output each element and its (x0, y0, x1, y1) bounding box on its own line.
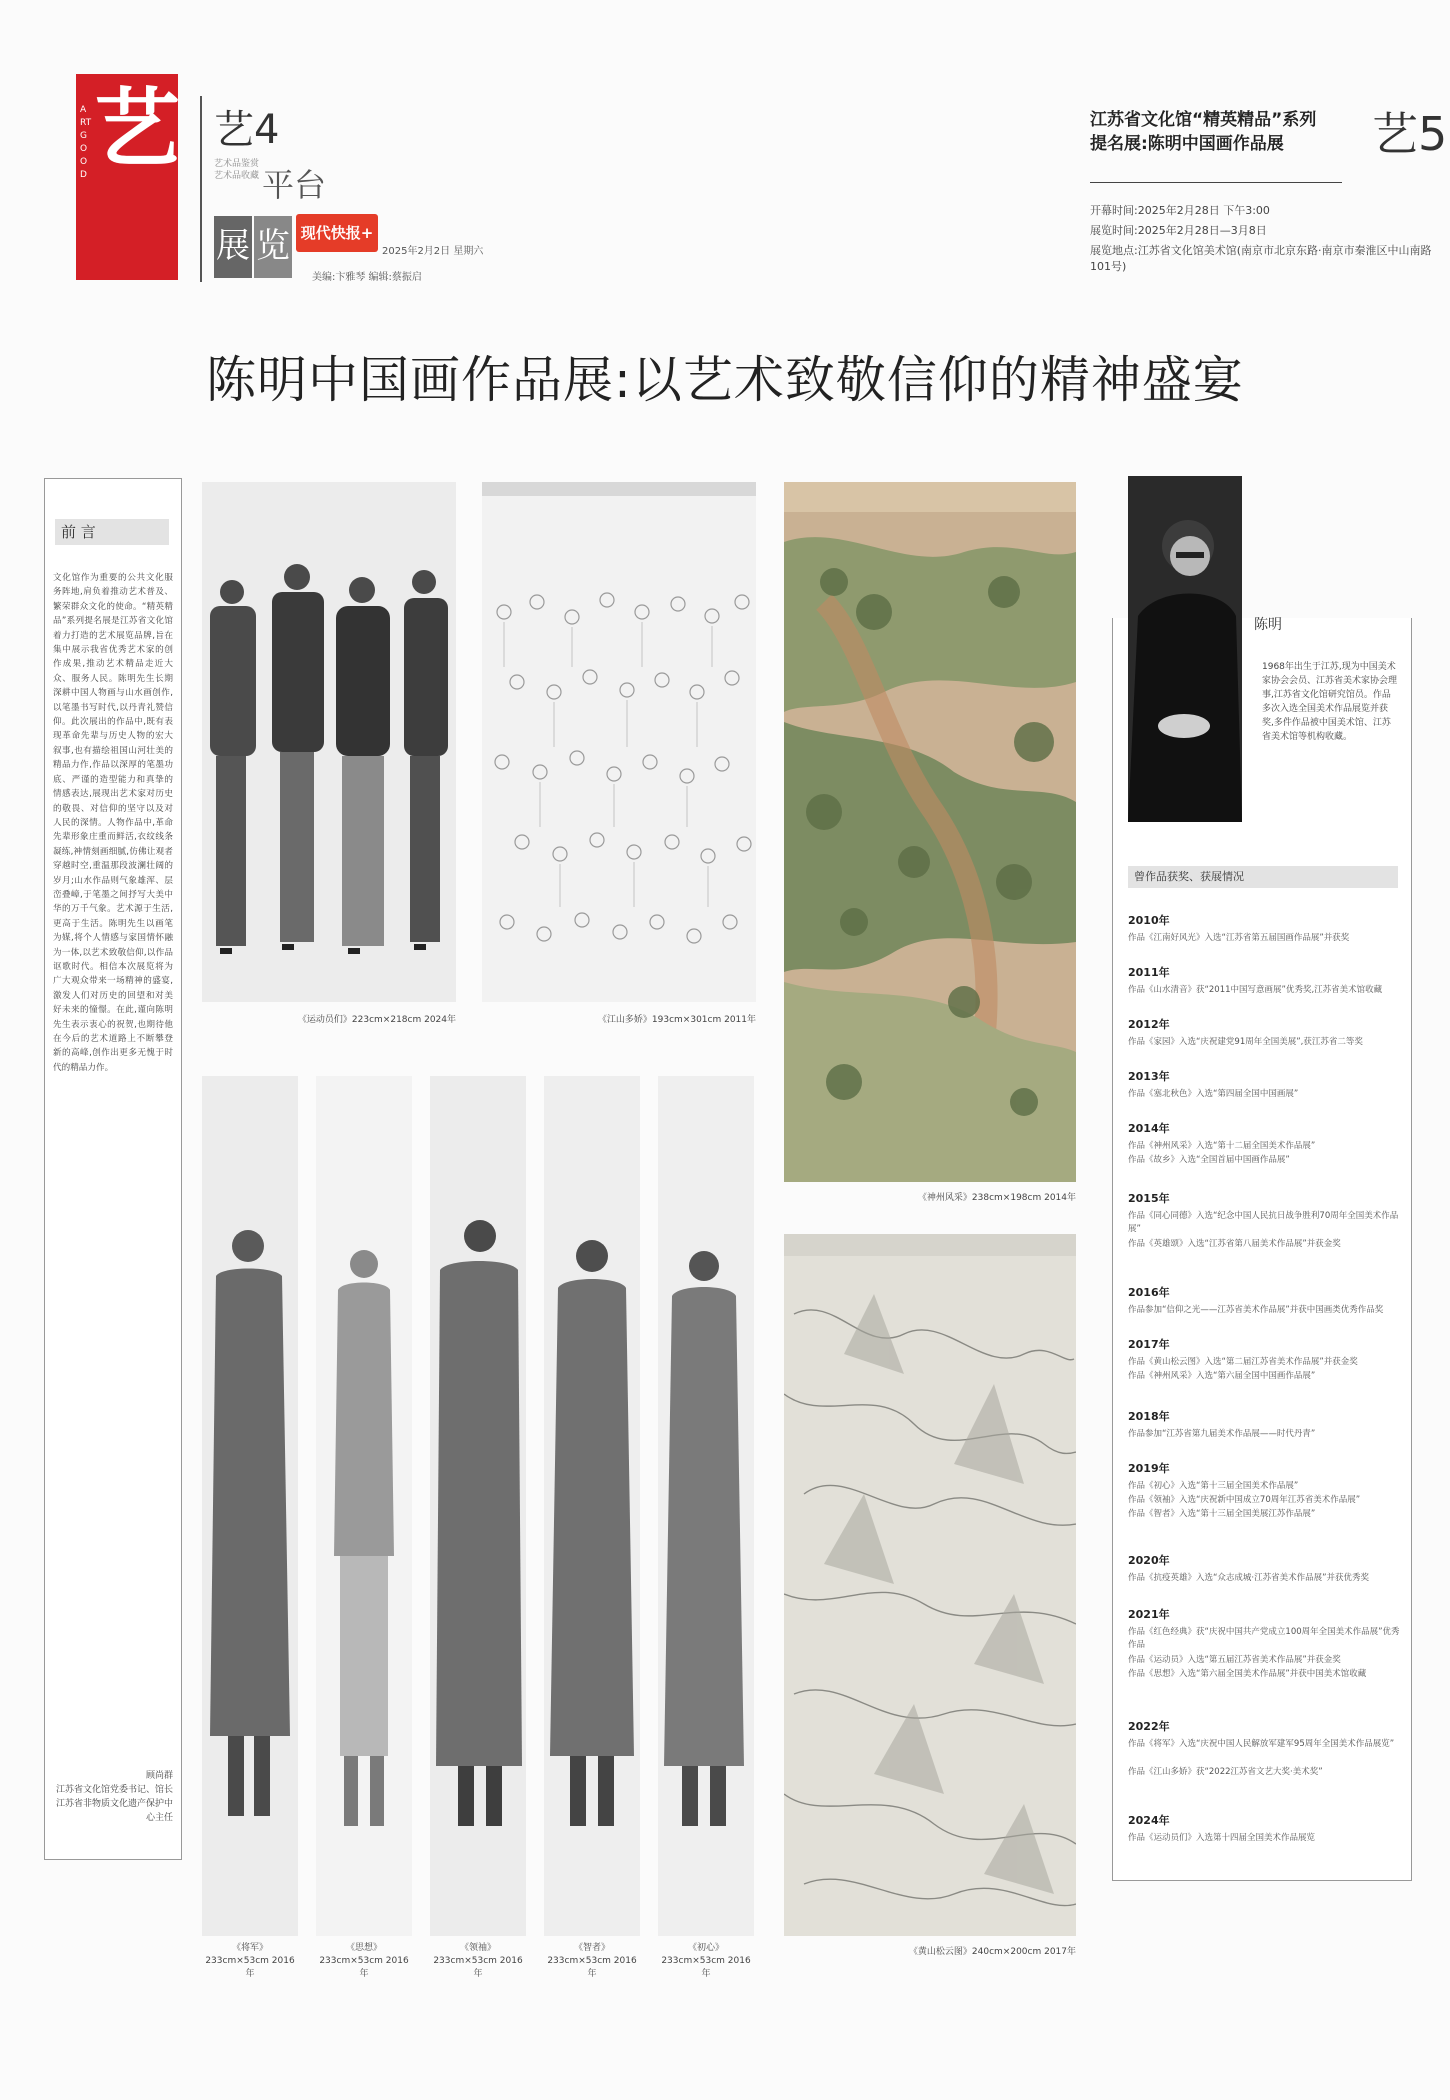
page-title: 陈明中国画作品展:以艺术致敬信仰的精神盛宴 (206, 351, 1244, 409)
portrait-caption (316, 1942, 412, 1981)
header-divider (200, 96, 202, 282)
timeline-item: 作品《领袖》入选“庆祝新中国成立70周年江苏省美术作品展” (1128, 1495, 1361, 1505)
preface-body: 文化馆作为重要的公共文化服务阵地,肩负着推动艺术普及、繁荣群众文化的使命。“精英精品”系列提名展是江苏省文化馆着力打造的艺术展览品牌,旨在集中展示我省优秀艺术家的创作成果,推动艺术精品走近大众、服务人民。陈明先生长期深耕中国人物画与山水画创作,以笔墨书写时代,以丹青礼赞信仰。此次展出的作品中,既有表现革命先辈与历史人物的宏大叙事,也有描绘祖国山河壮美的精品力作,作品以深厚的笔墨功底、严谨的造型能力和真挚的情感表达,展现出艺术家对历史的敬畏、对信仰的坚守以及对人民的深情。人物作品中,革命先辈形象庄重而鲜活,衣纹线条凝练,神情刻画细腻,仿佛让观者穿越时空,重温那段波澜壮阔的岁月;山水作品则气象雄浑、层峦叠嶂,于笔墨之间抒写大美中华的万千气象。艺术源于生活,更高于生活。陈明先生以画笔为媒,将个人情感与家国情怀融为一体,以艺术致敬信仰,以作品讴歌时代。相信本次展览将为广大观众带来一场精神的盛宴,激发人们对历史的回望和对美好未来的憧憬。在此,谨向陈明先生表示衷心的祝贺,也期待他在今后的艺术道路上不断攀登新的高峰,创作出更多无愧于时代的精品力作。 (53, 573, 173, 1073)
timeline-item: 作品《江南好风光》入选“江苏省第五届国画作品展”并获奖 (1128, 933, 1350, 943)
mountain-landscape-image (784, 482, 1076, 1182)
timeline-item: 作品《山水清音》获“2011中国写意画展”优秀奖,江苏省美术馆收藏 (1128, 985, 1383, 995)
timeline-item: 作品《神州风采》入选“第十二届全国美术作品展” (1128, 1141, 1316, 1151)
crowd-image (482, 482, 756, 1002)
timeline-item: 作品《同心同德》入选“纪念中国人民抗日战争胜利70周年全国美术作品展” (1128, 1211, 1399, 1234)
portrait-title: 《领袖》 (459, 1943, 496, 1953)
portrait-caption (430, 1942, 526, 1981)
honors-heading: 曾作品获奖、获展情况 (1128, 866, 1398, 888)
timeline-year: 2024年 (1128, 1814, 1170, 1827)
artwork-group-portrait (202, 482, 456, 1002)
timeline-year: 2011年 (1128, 966, 1170, 979)
timeline-item: 作品《运动员》入选“第五届江苏省美术作品展”并获金奖 (1128, 1655, 1341, 1665)
platform-label: 平台 (262, 166, 327, 204)
timeline-item: 作品《智者》入选“第十三届全国美展江苏作品展” (1128, 1509, 1316, 1519)
artwork-caption: 《神州风采》238cm×198cm 2014年 (917, 1193, 1076, 1203)
portrait-caption (544, 1942, 640, 1981)
artwork-landscape-tall (784, 482, 1076, 1182)
timeline-year: 2020年 (1128, 1554, 1170, 1567)
section-label-zhan: 展 (214, 216, 252, 278)
page-number-left: 艺4 (214, 107, 280, 153)
portrait-title: 《思想》 (345, 1943, 382, 1953)
timeline-item: 作品《黄山松云图》入选“第二届江苏省美术作品展”并获金奖 (1128, 1357, 1358, 1367)
exhibition-period: 展览时间:2025年2月28日—3月8日 (1090, 224, 1267, 237)
group-figures-image (202, 482, 456, 1002)
timeline-item: 作品《神州风采》入选“第六届全国中国画作品展” (1128, 1371, 1316, 1381)
exhibition-venue: 展览地点:江苏省文化馆美术馆(南京市北京东路·南京市秦淮区中山南路101号) (1090, 244, 1432, 273)
timeline-year: 2013年 (1128, 1070, 1170, 1083)
newspaper-logo (76, 74, 178, 280)
portrait-size: 233cm×53cm 2016年 (547, 1956, 637, 1979)
artwork-portrait-4 (544, 1076, 640, 1936)
timeline-year: 2010年 (1128, 914, 1170, 927)
artist-name: 陈明 (1254, 617, 1282, 633)
artwork-landscape-huangshan (784, 1234, 1076, 1936)
artwork-caption: 《江山多娇》193cm×301cm 2011年 (597, 1015, 756, 1025)
huangshan-landscape-image (784, 1234, 1076, 1936)
timeline-item: 作品《初心》入选“第十三届全国美术作品展” (1128, 1481, 1299, 1491)
timeline-year: 2012年 (1128, 1018, 1170, 1031)
timeline-year: 2018年 (1128, 1410, 1170, 1423)
logo-glyph: 艺 (94, 78, 180, 179)
timeline-item: 作品《故乡》入选“全国首届中国画作品展” (1128, 1155, 1290, 1165)
timeline-year: 2014年 (1128, 1122, 1170, 1135)
portrait-title: 《智者》 (573, 1943, 610, 1953)
signature-title: 江苏省文化馆党委书记、馆长 江苏省非物质文化遗产保护中心主任 (55, 1785, 173, 1823)
opening-time: 开幕时间:2025年2月28日 下午3:00 (1090, 204, 1270, 217)
portrait-size: 233cm×53cm 2016年 (205, 1956, 295, 1979)
editor-line: 美编:卞雅琴 编辑:蔡振启 (312, 272, 422, 283)
brand-logo: 现代快报+ (296, 214, 378, 252)
timeline-item: 作品参加“江苏省第九届美术作品展——时代丹青” (1128, 1429, 1316, 1439)
preface-heading: 前 言 (55, 519, 169, 545)
portrait-caption (658, 1942, 754, 1981)
artwork-portrait-2 (316, 1076, 412, 1936)
artwork-portrait-1 (202, 1076, 298, 1936)
timeline-item: 作品《江山多娇》获“2022江苏省文艺大奖·美术奖” (1128, 1767, 1323, 1777)
portrait-caption (202, 1942, 298, 1981)
standing-figure-image (202, 1076, 298, 1936)
artwork-portrait-3 (430, 1076, 526, 1936)
issue-date: 2025年2月2日 星期六 (382, 246, 484, 257)
timeline-item: 作品参加“信仰之光——江苏省美术作品展”并获中国画类优秀作品奖 (1128, 1305, 1384, 1315)
preface-signature (53, 1769, 173, 1825)
header-rule (1090, 182, 1342, 183)
timeline-year: 2019年 (1128, 1462, 1170, 1475)
artwork-caption: 《黄山松云图》240cm×200cm 2017年 (908, 1947, 1076, 1957)
timeline-item: 作品《思想》入选“第六届全国美术作品展”并获中国美术馆收藏 (1128, 1669, 1367, 1679)
artist-bio: 1968年出生于江苏,现为中国美术家协会会员、江苏省美术家协会理事,江苏省文化馆研究馆员。作品多次入选全国美术作品展览并获奖,多件作品被中国美术馆、江苏省美术馆等机构收藏。 (1262, 662, 1398, 742)
artwork-crowd (482, 482, 756, 1002)
logo-vertical-text: ARTGOOD (80, 105, 92, 180)
standing-figure-image (430, 1076, 526, 1936)
signature-name: 顾尚群 (145, 1771, 173, 1781)
portrait-size: 233cm×53cm 2016年 (319, 1956, 409, 1979)
standing-figure-image (316, 1076, 412, 1936)
timeline-item: 作品《抗疫英雄》入选“众志成城·江苏省美术作品展”并获优秀奖 (1128, 1573, 1370, 1583)
timeline-item: 作品《将军》入选“庆祝中国人民解放军建军95周年全国美术作品展览” (1128, 1739, 1395, 1749)
artist-photo (1128, 476, 1242, 822)
timeline-year: 2017年 (1128, 1338, 1170, 1351)
timeline-year: 2021年 (1128, 1608, 1170, 1621)
standing-figure-image (544, 1076, 640, 1936)
timeline-item: 作品《红色经典》获“庆祝中国共产党成立100周年全国美术作品展”优秀作品 (1128, 1627, 1400, 1650)
portrait-title: 《将军》 (231, 1943, 268, 1953)
timeline-year: 2016年 (1128, 1286, 1170, 1299)
portrait-title: 《初心》 (687, 1943, 724, 1953)
preface-panel (44, 478, 182, 1860)
timeline-item: 作品《运动员们》入选第十四届全国美术作品展览 (1128, 1833, 1316, 1843)
artist-photo-image (1128, 476, 1242, 822)
portrait-size: 233cm×53cm 2016年 (661, 1956, 751, 1979)
timeline-item: 作品《英雄颂》入选“江苏省第八届美术作品展”并获金奖 (1128, 1239, 1341, 1249)
timeline-year: 2015年 (1128, 1192, 1170, 1205)
portrait-size: 233cm×53cm 2016年 (433, 1956, 523, 1979)
timeline-item: 作品《家园》入选“庆祝建党91周年全国美展”,获江苏省二等奖 (1128, 1037, 1363, 1047)
page-number-right: 艺5 (1372, 107, 1448, 161)
artwork-portrait-5 (658, 1076, 754, 1936)
exhibition-header-title: 江苏省文化馆“精英精品”系列提名展:陈明中国画作品展 (1090, 110, 1317, 154)
section-label-lan: 览 (254, 216, 292, 278)
timeline-year: 2022年 (1128, 1720, 1170, 1733)
section-slogan: 艺术品鉴赏 艺术品收藏 (214, 159, 260, 181)
timeline-item: 作品《塞北秋色》入选“第四届全国中国画展” (1128, 1089, 1299, 1099)
standing-figure-image (658, 1076, 754, 1936)
artwork-caption: 《运动员们》223cm×218cm 2024年 (297, 1015, 456, 1025)
